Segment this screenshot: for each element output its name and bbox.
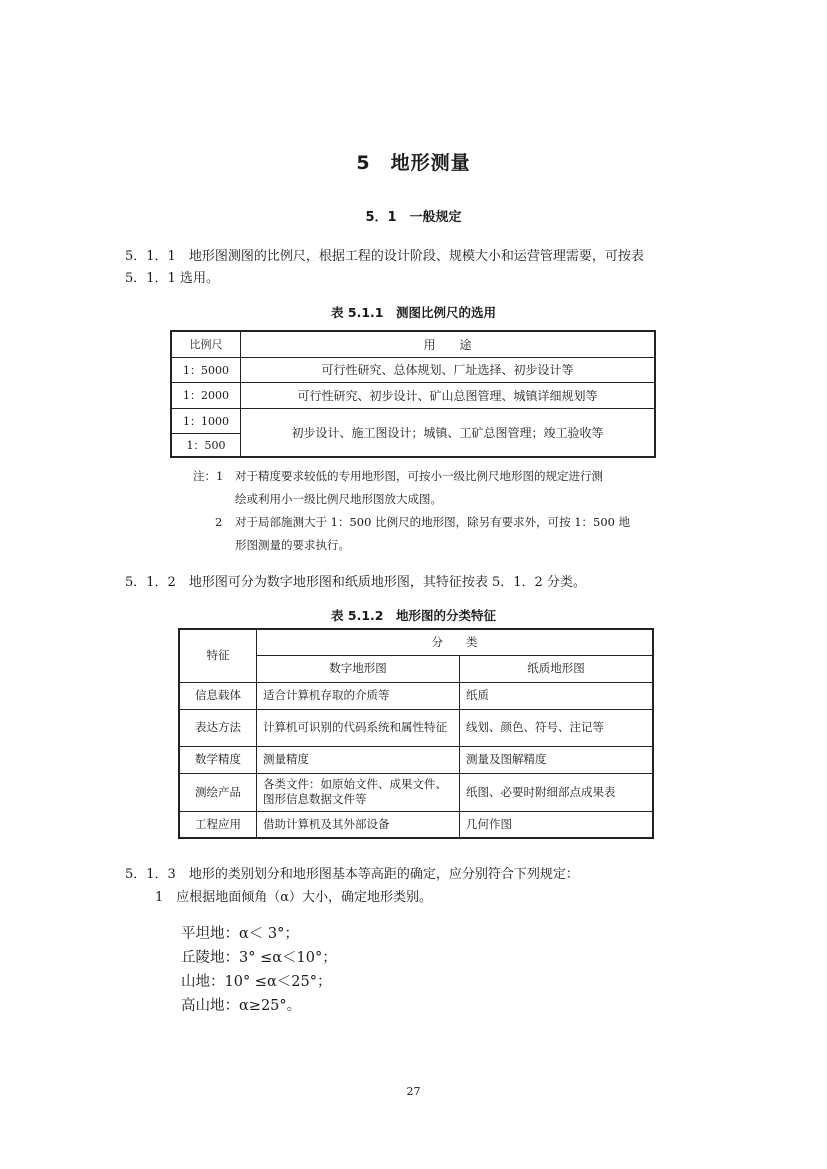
table-cell: 数学精度 — [179, 746, 257, 773]
terrain-item: 高山地：α≥25°。 — [181, 998, 302, 1014]
terrain-item: 平坦地：α＜ 3°； — [181, 926, 299, 942]
table-cell: 测量精度 — [257, 746, 460, 773]
table-cell: 工程应用 — [179, 811, 257, 838]
table-cell: 适合计算机存取的介质等 — [257, 682, 460, 709]
table-header-row — [171, 331, 655, 357]
table-cell: 线划、颜色、符号、注记等 — [460, 709, 654, 746]
table-cell: 表达方法 — [179, 709, 257, 746]
paragraph-line: 5．1．1 选用。 — [125, 271, 219, 286]
table-cell: 可行性研究、初步设计、矿山总图管理、城镇详细规划等 — [241, 382, 656, 408]
table-note-1 — [193, 465, 673, 511]
note-line: 绘或利用小一级比例尺地形图放大成图。 — [235, 492, 442, 506]
header-cell: 用 途 — [241, 331, 656, 357]
table-row — [179, 773, 653, 811]
chapter-title: 5 地形测量 — [356, 152, 471, 174]
table-row — [171, 382, 655, 408]
classification-table — [178, 628, 654, 839]
table-cell: 测量及图解精度 — [460, 746, 654, 773]
terrain-item: 山地：10° ≤α＜25°； — [181, 974, 332, 990]
header-cell: 纸质地形图 — [460, 655, 654, 682]
table-row — [179, 746, 653, 773]
header-cell: 比例尺 — [171, 331, 241, 357]
table-cell: 纸质 — [460, 682, 654, 709]
table-cell: 1：500 — [171, 433, 241, 457]
scale-table — [170, 330, 656, 458]
table-caption: 表 5.1.2 地形图的分类特征 — [331, 608, 496, 623]
table-cell: 1：1000 — [171, 408, 241, 433]
paragraph-5-1-2: 5．1．2 地形图可分为数字地形图和纸质地形图，其特征按表 5．1．2 分类。 — [125, 575, 586, 590]
table-cell: 可行性研究、总体规划、厂址选择、初步设计等 — [241, 357, 656, 382]
note-number: 注：1 — [193, 469, 224, 483]
note-number: 2 — [215, 515, 223, 529]
table-note-2 — [215, 511, 675, 557]
terrain-item: 丘陵地：3° ≤α＜10°； — [181, 950, 337, 966]
note-line: 形图测量的要求执行。 — [235, 538, 350, 552]
table-row — [171, 408, 655, 433]
page-number: 27 — [406, 1085, 421, 1098]
table-cell: 1：5000 — [171, 357, 241, 382]
table-row — [171, 357, 655, 382]
paragraph-5-1-3: 5．1．3 地形的类别划分和地形图基本等高距的确定，应分别符合下列规定： — [125, 867, 579, 882]
list-item-1: 1 应根据地面倾角（α）大小，确定地形类别。 — [155, 890, 433, 905]
note-line: 对于精度要求较低的专用地形图，可按小一级比例尺地形图的规定进行测 — [235, 469, 603, 483]
table-cell: 各类文件：如原始文件、成果文件、图形信息数据文件等 — [257, 773, 460, 811]
table-row — [179, 811, 653, 838]
table-cell: 测绘产品 — [179, 773, 257, 811]
header-cell: 特征 — [179, 629, 257, 682]
header-cell: 分 类 — [257, 629, 654, 655]
table-cell: 计算机可识别的代码系统和属性特征 — [257, 709, 460, 746]
table-row — [179, 682, 653, 709]
table-cell: 纸图、必要时附细部点成果表 — [460, 773, 654, 811]
section-title: 5．1 一般规定 — [365, 210, 462, 225]
paragraph-line: 5．1．1 地形图测图的比例尺，根据工程的设计阶段、规模大小和运营管理需要，可按表 — [125, 249, 644, 264]
table-header-row — [179, 629, 653, 655]
table-cell: 信息载体 — [179, 682, 257, 709]
header-cell: 数字地形图 — [257, 655, 460, 682]
table-cell: 几何作图 — [460, 811, 654, 838]
table-row — [179, 709, 653, 746]
table-cell: 1：2000 — [171, 382, 241, 408]
table-cell: 借助计算机及其外部设备 — [257, 811, 460, 838]
table-cell: 初步设计、施工图设计；城镇、工矿总图管理；竣工验收等 — [241, 408, 656, 457]
note-line: 对于局部施测大于 1：500 比例尺的地形图，除另有要求外，可按 1：500 地 — [235, 515, 631, 529]
paragraph-5-1-1 — [125, 246, 705, 290]
terrain-list — [181, 922, 337, 1018]
table-caption: 表 5.1.1 测图比例尺的选用 — [331, 305, 496, 320]
